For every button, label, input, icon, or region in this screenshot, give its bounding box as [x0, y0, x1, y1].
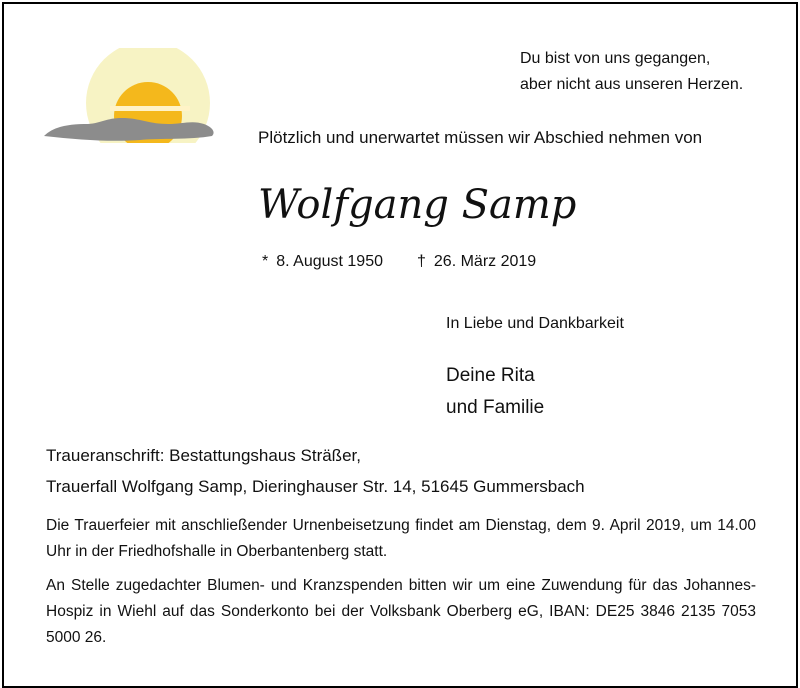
signers [446, 360, 544, 424]
motto-line-1: Du bist von uns gegangen, [520, 50, 711, 67]
motto [520, 46, 743, 98]
donation-paragraph: An Stelle zugedachter Blumen- und Kranzspenden bitten wir um eine Zuwendung für das Johannes-Hospiz in Wiehl auf das Sonderkonto bei der Volksbank Oberberg eG, IBAN: DE25 3846 2135 7053 5000 26. [46, 577, 756, 646]
sun-stripe [110, 106, 190, 111]
death-symbol: † [417, 253, 426, 270]
deceased-name: Wolfgang Samp [258, 182, 577, 228]
birth-date: 8. August 1950 [276, 253, 383, 270]
address-line-1: Traueranschrift: Bestattungshaus Sträßer, [46, 446, 361, 465]
signer-line-2: und Familie [446, 397, 545, 418]
birth-symbol: * [262, 253, 269, 270]
mourning-address [46, 440, 585, 502]
thanks-line: In Liebe und Dankbarkeit [446, 315, 624, 332]
death-date: 26. März 2019 [433, 253, 537, 270]
motto-line-2: aber nicht aus unseren Herzen. [520, 76, 744, 93]
address-line-2: Trauerfall Wolfgang Samp, Dieringhauser Str. 14, 51645 Gummersbach [46, 477, 585, 496]
ceremony-paragraph: Die Trauerfeier mit anschließender Urnenbeisetzung findet am Dienstag, dem 9. April 2019, um 14.00 Uhr in der Friedhofshalle in Oberbantenberg statt. [46, 517, 756, 560]
sunset-logo-icon [40, 48, 220, 148]
life-dates [262, 253, 536, 271]
signer-line-1: Deine Rita [446, 365, 535, 386]
intro-text: Plötzlich und unerwartet müssen wir Abschied nehmen von [258, 128, 703, 147]
